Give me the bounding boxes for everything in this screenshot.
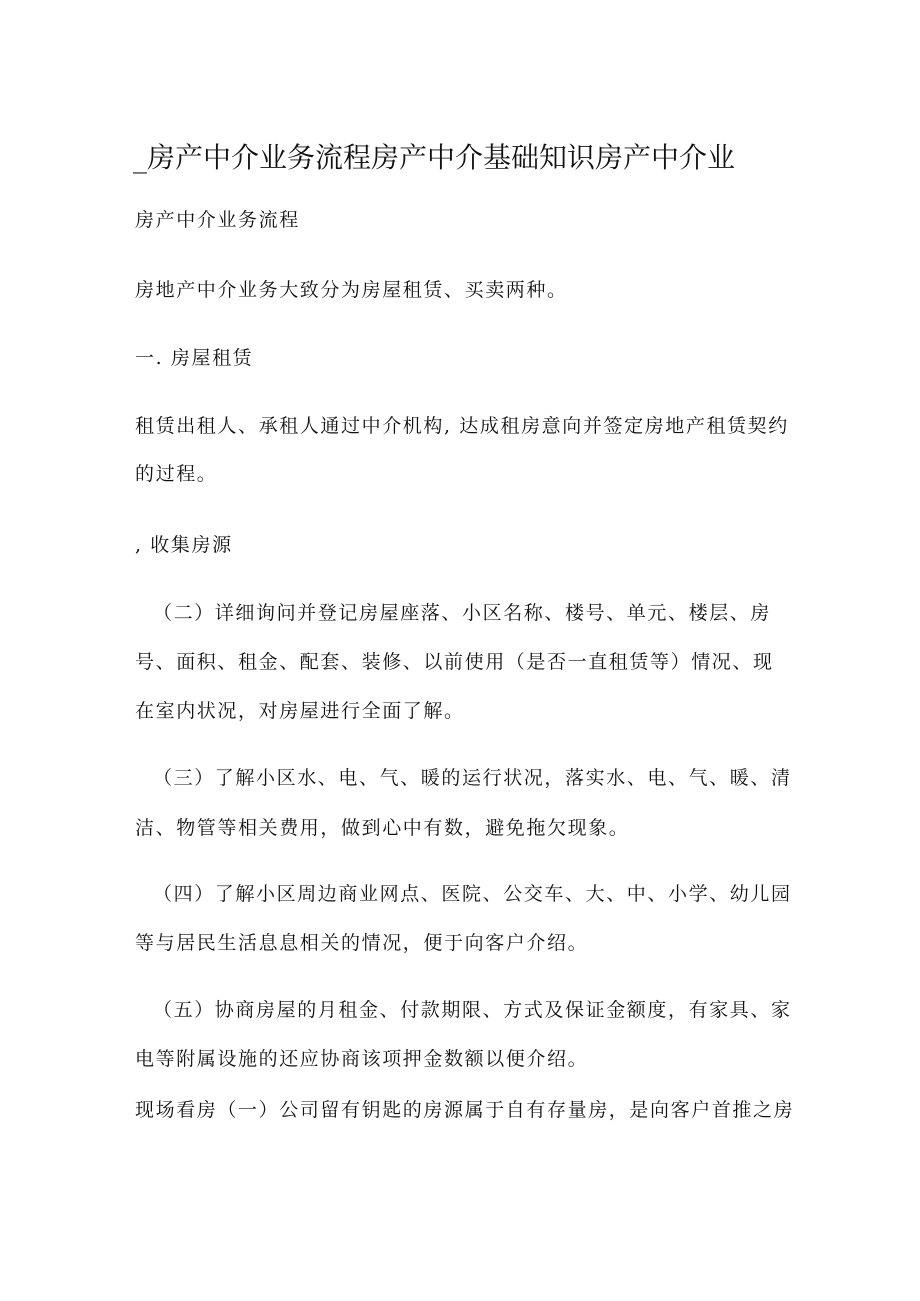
- paragraph-line: 租赁出租人、承租人通过中介机构, 达成租房意向并签定房地产租赁契约: [135, 415, 789, 437]
- paragraph-line: （三）了解小区水、电、气、暖的运行状况，落实水、电、气、暖、清: [153, 767, 792, 789]
- subsection-heading: , 收集房源: [135, 534, 233, 556]
- paragraph-line: 洁、物管等相关费用，做到心中有数，避免拖欠现象。: [135, 817, 630, 839]
- paragraph-line: （五）协商房屋的月租金、付款期限、方式及保证金额度，有家具、家: [153, 999, 792, 1021]
- paragraph-line: 在室内状况，对房屋进行全面了解。: [135, 700, 465, 722]
- paragraph-line: 的过程。: [135, 463, 218, 485]
- paragraph-line: 电等附属设施的还应协商该项押金数额以便介绍。: [135, 1048, 589, 1070]
- section-heading: 房产中介业务流程: [135, 209, 300, 231]
- section-heading: 一. 房屋租赁: [135, 347, 254, 369]
- document-title: _房产中介业务流程房产中介基础知识房产中介业: [133, 141, 736, 174]
- paragraph-line: 房地产中介业务大致分为房屋租赁、买卖两种。: [135, 279, 568, 301]
- paragraph-line: （二）详细询问并登记房屋座落、小区名称、楼号、单元、楼层、房: [153, 602, 772, 624]
- paragraph-line: 号、面积、租金、配套、装修、以前使用（是否一直租赁等）情况、现: [135, 651, 774, 673]
- paragraph-line: 等与居民生活息息相关的情况，便于向客户介绍。: [135, 932, 589, 954]
- paragraph-line: 现场看房（一）公司留有钥匙的房源属于自有存量房，是向客户首推之房: [135, 1099, 795, 1121]
- paragraph-line: （四）了解小区周边商业网点、医院、公交车、大、中、小学、幼儿园: [153, 883, 792, 905]
